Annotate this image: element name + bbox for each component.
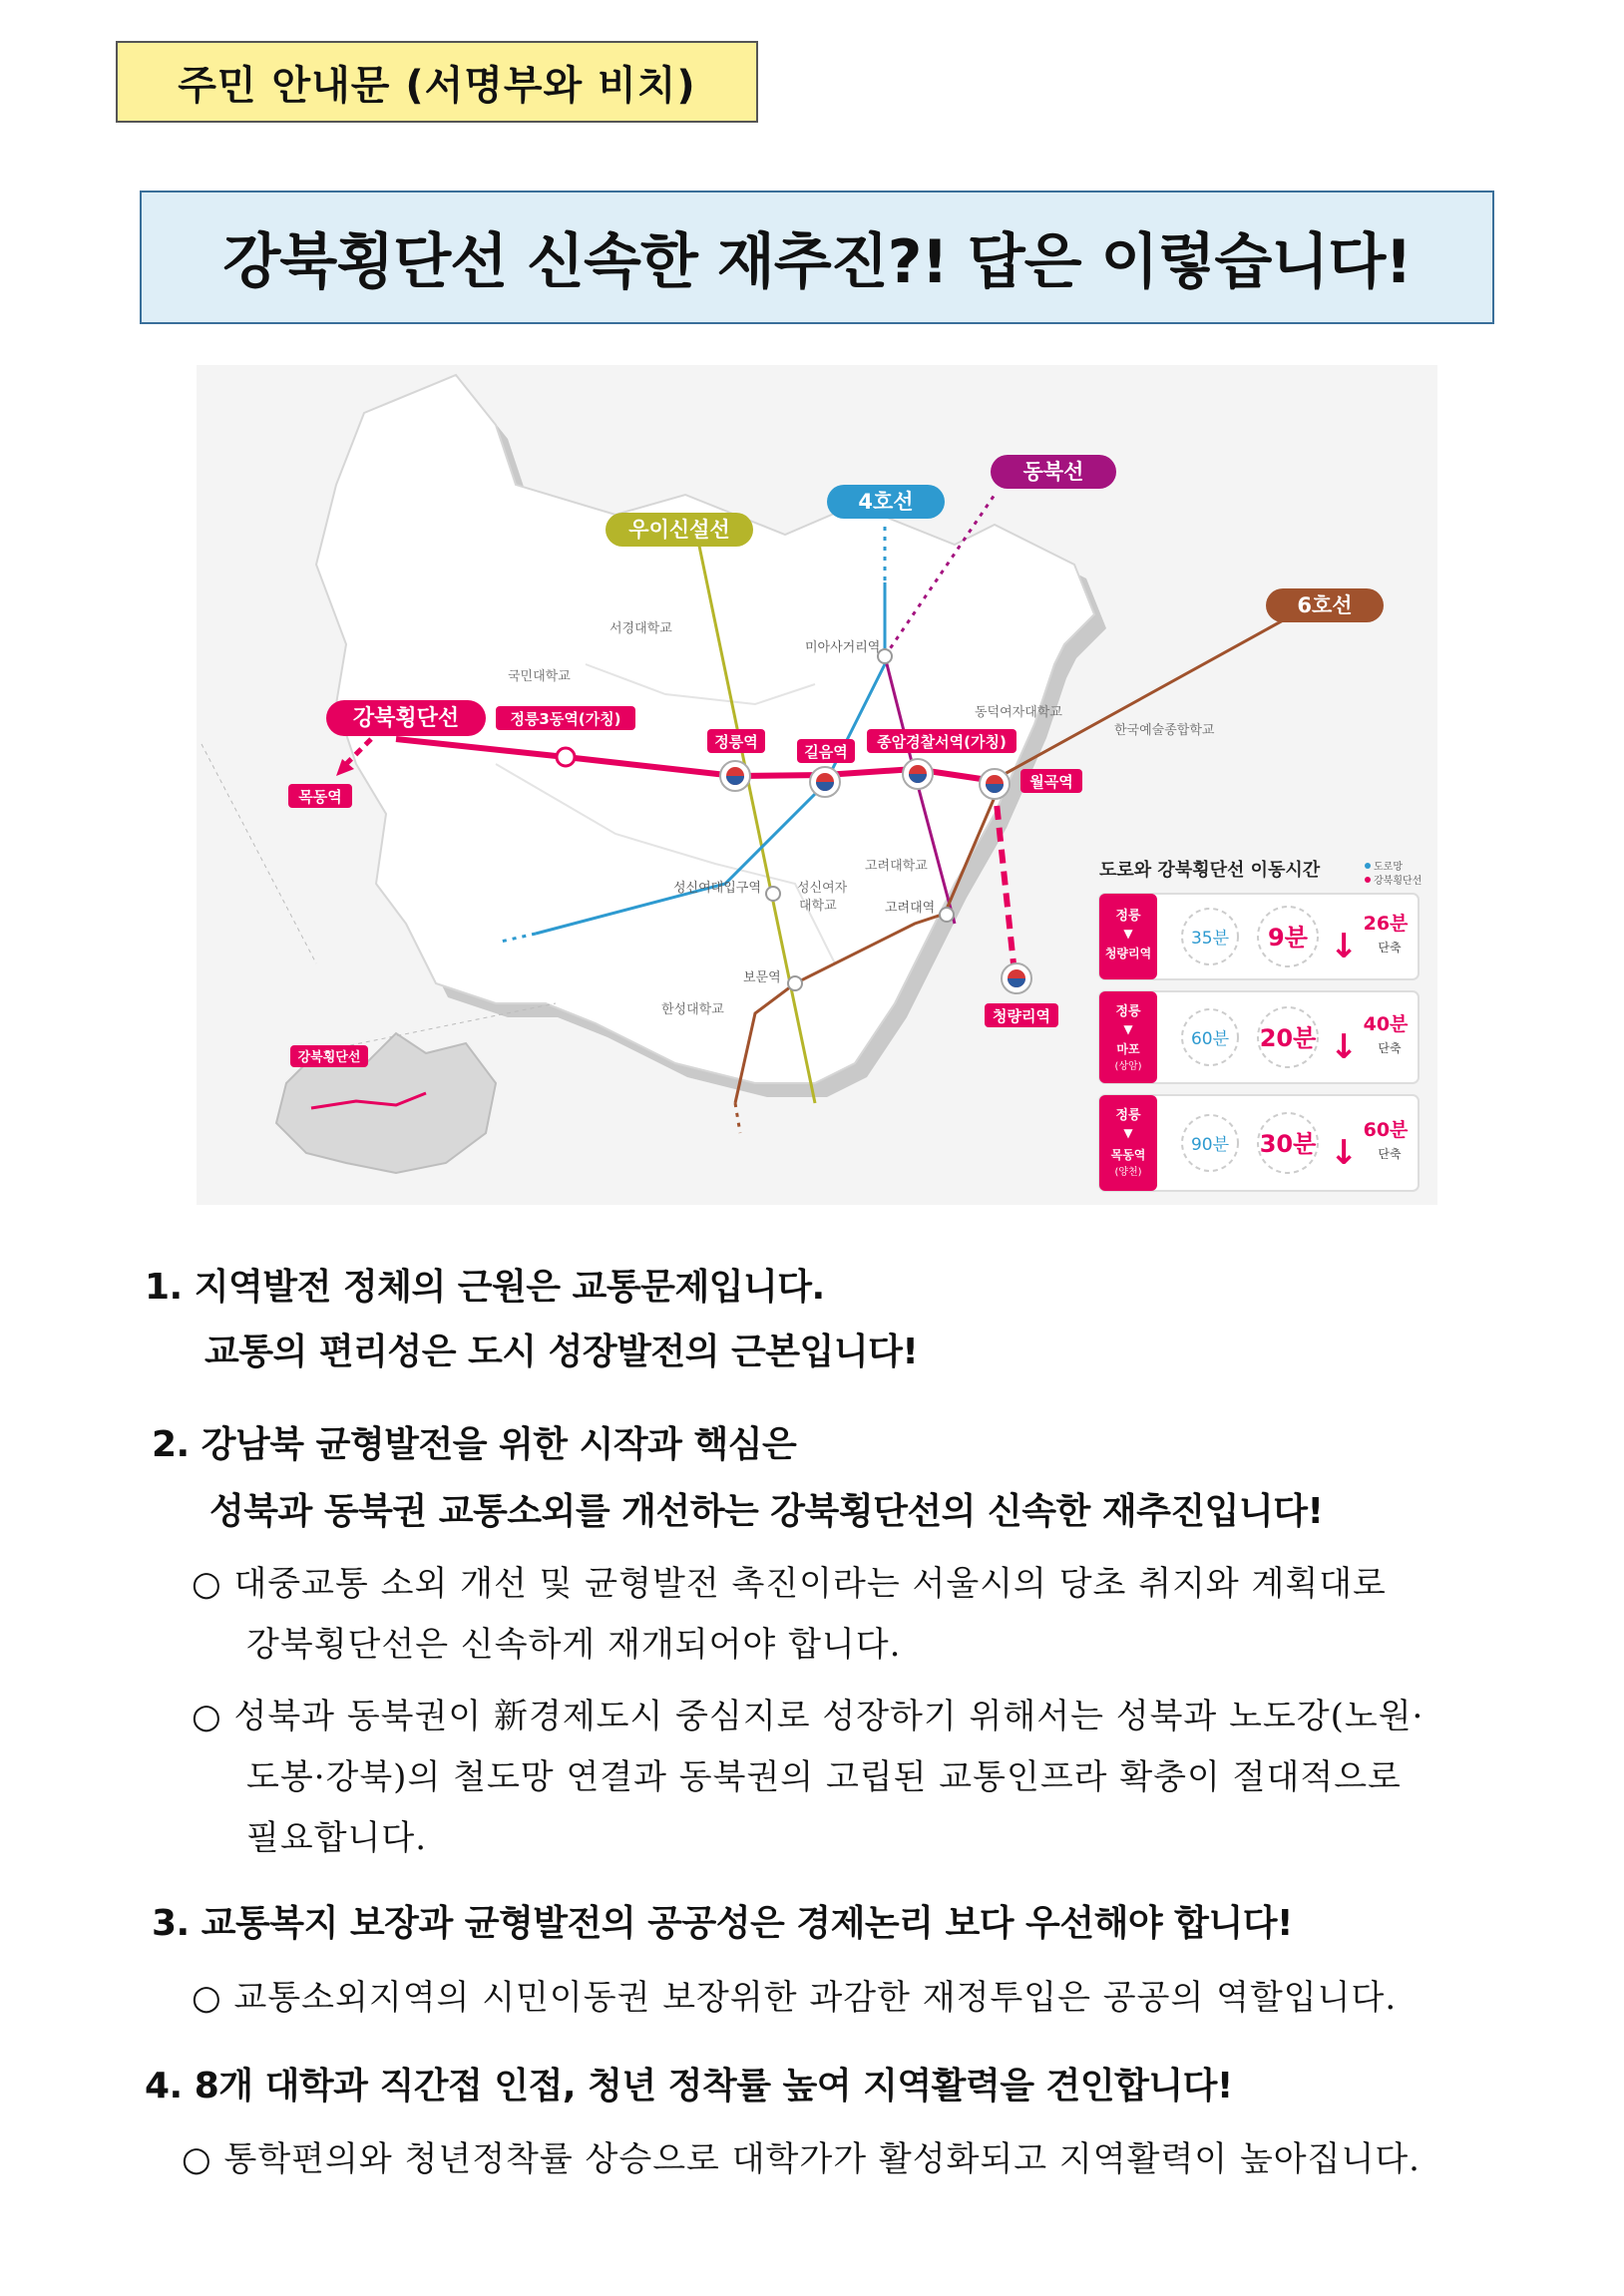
badge-gangbuk-label: 강북횡단선 [352,706,460,731]
headline-text: 강북횡단선 신속한 재추진?! 답은 이렇습니다! [222,227,1412,297]
landmark-knua: 한국예술종합학교 [1114,723,1215,738]
section-2-title: 2. 강남북 균형발전을 위한 시작과 핵심은 [152,1424,797,1465]
row3-down-icon: ↓ [1329,1133,1359,1173]
badge-line6-label: 6호선 [1297,593,1353,617]
row2-from: 정릉 [1115,1004,1141,1019]
bullet-2-2-line-3: 필요합니다. [246,1818,428,1858]
row3-line-time: 30분 [1259,1130,1317,1158]
station-jongam: 종암경찰서역(가칭) [877,733,1007,751]
route-map [197,365,1437,1205]
row2-down-icon: ↓ [1329,1027,1359,1067]
transfer-wolgok [980,769,1010,799]
station-cheongnyangni: 청량리역 [993,1007,1050,1025]
row1-arrow-icon: ▼ [1123,927,1133,941]
transfer-gilum [810,767,840,797]
section-3-title: 3. 교통복지 보장과 균형발전의 공공성은 경제논리 보다 우선해야 합니다! [152,1903,1293,1944]
row3-saved-suffix: 단축 [1378,1147,1402,1161]
badge-ui-extension [606,513,753,547]
row1-saved-suffix: 단축 [1378,941,1402,955]
section-2-subtitle: 성북과 동북권 교통소외를 개선하는 강북횡단선의 신속한 재추진입니다! [209,1491,1324,1532]
badge-line6 [1266,588,1384,622]
headline-box [140,191,1494,324]
station-mokdong: 목동역 [298,788,342,806]
travel-title: 도로와 강북횡단선 이동시간 [1099,860,1321,881]
badge-ui-extension-label: 우이신설선 [628,518,730,542]
badge-line4 [827,485,945,519]
row1-road-time: 35분 [1190,929,1230,949]
landmark-korea: 고려대학교 [865,859,928,874]
row3-saved: 60분 [1363,1119,1409,1141]
row1-to: 청량리역 [1104,947,1152,960]
row2-to: 마포 [1116,1042,1140,1056]
row3-arrow-icon: ▼ [1123,1126,1133,1140]
landmark-sungshin-univ2: 대학교 [799,899,837,914]
station-korea-univ: 고려대역 [885,901,936,916]
badge-line4-label: 4호선 [858,490,914,514]
badge-dongbuk-label: 동북선 [1022,460,1084,484]
bullet-2-1-line-1: ○ 대중교통 소외 개선 및 균형발전 촉진이라는 서울시의 당초 취지와 계획대로 [192,1564,1387,1604]
badge-dongbuk [991,455,1116,489]
landmark-sungshin-univ: 성신여자 [797,881,848,896]
landmark-hansung: 한성대학교 [661,1002,724,1017]
row2-sub: (상암) [1114,1061,1142,1072]
row3-from: 정릉 [1115,1108,1141,1123]
landmark-kookmin: 국민대학교 [508,669,571,684]
station-miasageori: 미아사거리역 [805,640,881,655]
transfer-jeongneung [720,761,750,791]
section-1-title: 1. 지역발전 정체의 근원은 교통문제입니다. [145,1267,825,1308]
bullet-2-2-line-1: ○ 성북과 동북권이 新경제도시 중심지로 성장하기 위해서는 성북과 노도강(노원· [192,1697,1424,1736]
badge-gangbuk [326,700,486,736]
station-jeongneung3: 정릉3동역(가칭) [510,710,621,728]
notice-tag-text: 주민 안내문 (서명부와 비치) [178,62,696,109]
notice-tag [116,41,758,123]
travel-row-1 [1099,894,1419,979]
row2-saved-suffix: 단축 [1378,1041,1402,1055]
section-4-title: 4. 8개 대학과 직간접 인접, 청년 정착률 높여 지역활력을 견인합니다! [145,2066,1233,2106]
travel-row-2 [1099,991,1419,1083]
row2-line-time: 20분 [1259,1024,1317,1052]
station-jeongneung: 정릉역 [714,733,758,751]
row3-road-time: 90분 [1190,1135,1230,1155]
station-gilum: 길음역 [804,743,848,761]
row3-to: 목동역 [1110,1148,1146,1162]
landmark-dongduk: 동덕여자대학교 [975,705,1062,720]
station-bomun: 보문역 [743,970,781,985]
legend-road: 도로망 [1374,862,1403,873]
row1-down-icon: ↓ [1329,927,1359,966]
section-1-subtitle: 교통의 편리성은 도시 성장발전의 근본입니다! [204,1332,919,1372]
row1-saved: 26분 [1363,913,1409,935]
row2-road-time: 60분 [1190,1029,1230,1049]
inset-label: 강북횡단선 [297,1050,361,1065]
row1-line-time: 9분 [1268,924,1308,952]
station-wolgok: 월곡역 [1029,773,1073,791]
legend-line: 강북횡단선 [1374,876,1422,887]
bullet-2-2-line-2: 도봉·강북)의 철도망 연결과 동북권의 고립된 교통인프라 확충이 절대적으로 [246,1757,1402,1797]
row2-arrow-icon: ▼ [1123,1022,1133,1036]
landmark-seokyeong: 서경대학교 [609,621,672,636]
row2-saved: 40분 [1363,1013,1409,1035]
travel-row-3 [1099,1095,1419,1191]
transfer-cheongnyangni [1002,963,1031,993]
row3-sub: (양천) [1114,1167,1142,1178]
row1-from: 정릉 [1115,909,1141,924]
bullet-4-1: ○ 통학편의와 청년정착률 상승으로 대학가가 활성화되고 지역활력이 높아집니다. [182,2139,1421,2179]
transfer-jongam [903,759,933,789]
bullet-3-1: ○ 교통소외지역의 시민이동권 보장위한 과감한 재정투입은 공공의 역할입니다. [192,1978,1398,2018]
station-sungshin: 성신여대입구역 [673,881,761,896]
bullet-2-1-line-2: 강북횡단선은 신속하게 재개되어야 합니다. [246,1625,902,1665]
